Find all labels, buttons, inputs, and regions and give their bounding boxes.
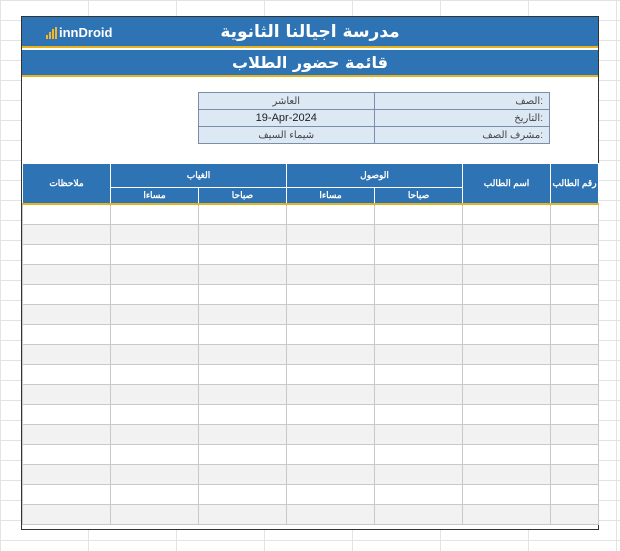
absence-evening-cell[interactable] xyxy=(111,365,199,385)
student-name-cell[interactable] xyxy=(463,365,551,385)
student-number-cell[interactable] xyxy=(551,285,599,305)
student-number-cell[interactable] xyxy=(551,265,599,285)
absence-evening-cell[interactable] xyxy=(111,285,199,305)
student-name-cell[interactable] xyxy=(463,405,551,425)
arrival-evening-cell[interactable] xyxy=(287,225,375,245)
notes-cell[interactable] xyxy=(23,425,111,445)
logo-text: innDroid xyxy=(59,25,113,40)
arrival-morning-cell[interactable] xyxy=(375,405,463,425)
absence-morning-cell[interactable] xyxy=(199,505,287,525)
arrival-morning-cell[interactable] xyxy=(375,505,463,525)
student-number-cell[interactable] xyxy=(551,505,599,525)
table-row xyxy=(23,245,599,265)
arrival-morning-cell[interactable] xyxy=(375,265,463,285)
header-absence-evening: مساءا xyxy=(111,188,199,205)
student-number-cell[interactable] xyxy=(551,485,599,505)
student-number-cell[interactable] xyxy=(551,305,599,325)
notes-cell[interactable] xyxy=(23,225,111,245)
absence-evening-cell[interactable] xyxy=(111,505,199,525)
absence-morning-cell[interactable] xyxy=(199,305,287,325)
student-name-cell[interactable] xyxy=(463,425,551,445)
arrival-morning-cell[interactable] xyxy=(375,325,463,345)
info-row-supervisor xyxy=(199,127,550,144)
student-name-cell[interactable] xyxy=(463,505,551,525)
notes-cell[interactable] xyxy=(23,405,111,425)
absence-morning-cell[interactable] xyxy=(199,204,287,225)
arrival-evening-cell[interactable] xyxy=(287,505,375,525)
absence-evening-cell[interactable] xyxy=(111,425,199,445)
student-number-cell[interactable] xyxy=(551,365,599,385)
absence-morning-cell[interactable] xyxy=(199,265,287,285)
header-arrival-morning: صباحا xyxy=(375,188,463,205)
arrival-evening-cell[interactable] xyxy=(287,305,375,325)
arrival-morning-cell[interactable] xyxy=(375,345,463,365)
student-number-cell[interactable] xyxy=(551,325,599,345)
table-row xyxy=(23,204,599,225)
notes-cell[interactable] xyxy=(23,265,111,285)
arrival-morning-cell[interactable] xyxy=(375,485,463,505)
student-number-cell[interactable] xyxy=(551,345,599,365)
student-name-cell[interactable] xyxy=(463,305,551,325)
school-name-banner xyxy=(22,17,598,48)
student-name-cell[interactable] xyxy=(463,285,551,305)
student-number-cell[interactable] xyxy=(551,465,599,485)
absence-evening-cell[interactable] xyxy=(111,445,199,465)
student-number-cell[interactable] xyxy=(551,425,599,445)
arrival-evening-cell[interactable] xyxy=(287,325,375,345)
table-row xyxy=(23,405,599,425)
arrival-morning-cell[interactable] xyxy=(375,425,463,445)
student-number-cell[interactable] xyxy=(551,245,599,265)
sheet-title-banner xyxy=(22,50,598,77)
arrival-morning-cell[interactable] xyxy=(375,385,463,405)
class-label: الصف: xyxy=(374,93,550,110)
header-arrival: الوصول xyxy=(287,164,463,188)
student-name-cell[interactable] xyxy=(463,385,551,405)
student-number-cell[interactable] xyxy=(551,385,599,405)
arrival-morning-cell[interactable] xyxy=(375,365,463,385)
absence-morning-cell[interactable] xyxy=(199,445,287,465)
student-number-cell[interactable] xyxy=(551,225,599,245)
arrival-morning-cell[interactable] xyxy=(375,245,463,265)
school-name: مدرسة اجيالنا الثانوية xyxy=(220,21,400,42)
arrival-morning-cell[interactable] xyxy=(375,465,463,485)
absence-evening-cell[interactable] xyxy=(111,345,199,365)
notes-cell[interactable] xyxy=(23,385,111,405)
absence-morning-cell[interactable] xyxy=(199,225,287,245)
absence-evening-cell[interactable] xyxy=(111,485,199,505)
table-row xyxy=(23,445,599,465)
arrival-morning-cell[interactable] xyxy=(375,204,463,225)
student-name-cell[interactable] xyxy=(463,204,551,225)
arrival-evening-cell[interactable] xyxy=(287,485,375,505)
notes-cell[interactable] xyxy=(23,285,111,305)
absence-morning-cell[interactable] xyxy=(199,325,287,345)
table-row xyxy=(23,225,599,245)
arrival-evening-cell[interactable] xyxy=(287,245,375,265)
notes-cell[interactable] xyxy=(23,204,111,225)
arrival-evening-cell[interactable] xyxy=(287,385,375,405)
attendance-sheet xyxy=(21,16,599,530)
supervisor-value[interactable]: شيماء السيف xyxy=(199,127,375,144)
arrival-evening-cell[interactable] xyxy=(287,465,375,485)
arrival-evening-cell[interactable] xyxy=(287,204,375,225)
notes-cell[interactable] xyxy=(23,365,111,385)
notes-cell[interactable] xyxy=(23,245,111,265)
student-name-cell[interactable] xyxy=(463,445,551,465)
info-row-date xyxy=(199,110,550,127)
attendance-rows xyxy=(23,204,599,525)
student-name-cell[interactable] xyxy=(463,325,551,345)
absence-evening-cell[interactable] xyxy=(111,225,199,245)
date-value[interactable]: 19-Apr-2024 xyxy=(199,110,375,127)
arrival-evening-cell[interactable] xyxy=(287,265,375,285)
table-row xyxy=(23,345,599,365)
student-name-cell[interactable] xyxy=(463,485,551,505)
notes-cell[interactable] xyxy=(23,325,111,345)
absence-evening-cell[interactable] xyxy=(111,265,199,285)
table-row xyxy=(23,365,599,385)
header-notes: ملاحظات xyxy=(23,164,111,205)
arrival-evening-cell[interactable] xyxy=(287,405,375,425)
student-name-cell[interactable] xyxy=(463,345,551,365)
student-number-cell[interactable] xyxy=(551,204,599,225)
absence-evening-cell[interactable] xyxy=(111,465,199,485)
absence-morning-cell[interactable] xyxy=(199,385,287,405)
arrival-evening-cell[interactable] xyxy=(287,285,375,305)
header-absence-morning: صباحا xyxy=(199,188,287,205)
absence-evening-cell[interactable] xyxy=(111,305,199,325)
absence-morning-cell[interactable] xyxy=(199,425,287,445)
notes-cell[interactable] xyxy=(23,445,111,465)
absence-morning-cell[interactable] xyxy=(199,485,287,505)
table-row xyxy=(23,325,599,345)
info-table xyxy=(198,92,550,144)
student-name-cell[interactable] xyxy=(463,265,551,285)
info-row-class xyxy=(199,93,550,110)
attendance-table xyxy=(22,163,599,525)
absence-evening-cell[interactable] xyxy=(111,245,199,265)
table-row xyxy=(23,305,599,325)
absence-evening-cell[interactable] xyxy=(111,405,199,425)
header-arrival-evening: مساءا xyxy=(287,188,375,205)
arrival-evening-cell[interactable] xyxy=(287,345,375,365)
notes-cell[interactable] xyxy=(23,345,111,365)
absence-morning-cell[interactable] xyxy=(199,405,287,425)
table-row xyxy=(23,485,599,505)
table-row xyxy=(23,265,599,285)
notes-cell[interactable] xyxy=(23,485,111,505)
absence-evening-cell[interactable] xyxy=(111,204,199,225)
absence-morning-cell[interactable] xyxy=(199,245,287,265)
notes-cell[interactable] xyxy=(23,465,111,485)
arrival-morning-cell[interactable] xyxy=(375,445,463,465)
notes-cell[interactable] xyxy=(23,305,111,325)
absence-evening-cell[interactable] xyxy=(111,385,199,405)
table-row xyxy=(23,385,599,405)
absence-morning-cell[interactable] xyxy=(199,365,287,385)
arrival-morning-cell[interactable] xyxy=(375,305,463,325)
student-number-cell[interactable] xyxy=(551,405,599,425)
table-row xyxy=(23,465,599,485)
arrival-evening-cell[interactable] xyxy=(287,445,375,465)
student-name-cell[interactable] xyxy=(463,245,551,265)
header-student-number: رقم الطالب xyxy=(551,164,599,205)
absence-morning-cell[interactable] xyxy=(199,285,287,305)
arrival-morning-cell[interactable] xyxy=(375,285,463,305)
table-row xyxy=(23,505,599,525)
date-label: التاريخ: xyxy=(374,110,550,127)
arrival-evening-cell[interactable] xyxy=(287,425,375,445)
class-value[interactable]: العاشر xyxy=(199,93,375,110)
header-student-name: اسم الطالب xyxy=(463,164,551,205)
absence-morning-cell[interactable] xyxy=(199,465,287,485)
student-number-cell[interactable] xyxy=(551,445,599,465)
table-row xyxy=(23,425,599,445)
student-name-cell[interactable] xyxy=(463,465,551,485)
arrival-morning-cell[interactable] xyxy=(375,225,463,245)
absence-evening-cell[interactable] xyxy=(111,325,199,345)
logo xyxy=(46,25,112,40)
logo-bars-icon xyxy=(46,27,57,39)
supervisor-label: مشرف الصف: xyxy=(374,127,550,144)
table-row xyxy=(23,285,599,305)
absence-morning-cell[interactable] xyxy=(199,345,287,365)
student-name-cell[interactable] xyxy=(463,225,551,245)
header-absence: الغياب xyxy=(111,164,287,188)
sheet-title: قائمة حضور الطلاب xyxy=(232,53,388,72)
notes-cell[interactable] xyxy=(23,505,111,525)
arrival-evening-cell[interactable] xyxy=(287,365,375,385)
